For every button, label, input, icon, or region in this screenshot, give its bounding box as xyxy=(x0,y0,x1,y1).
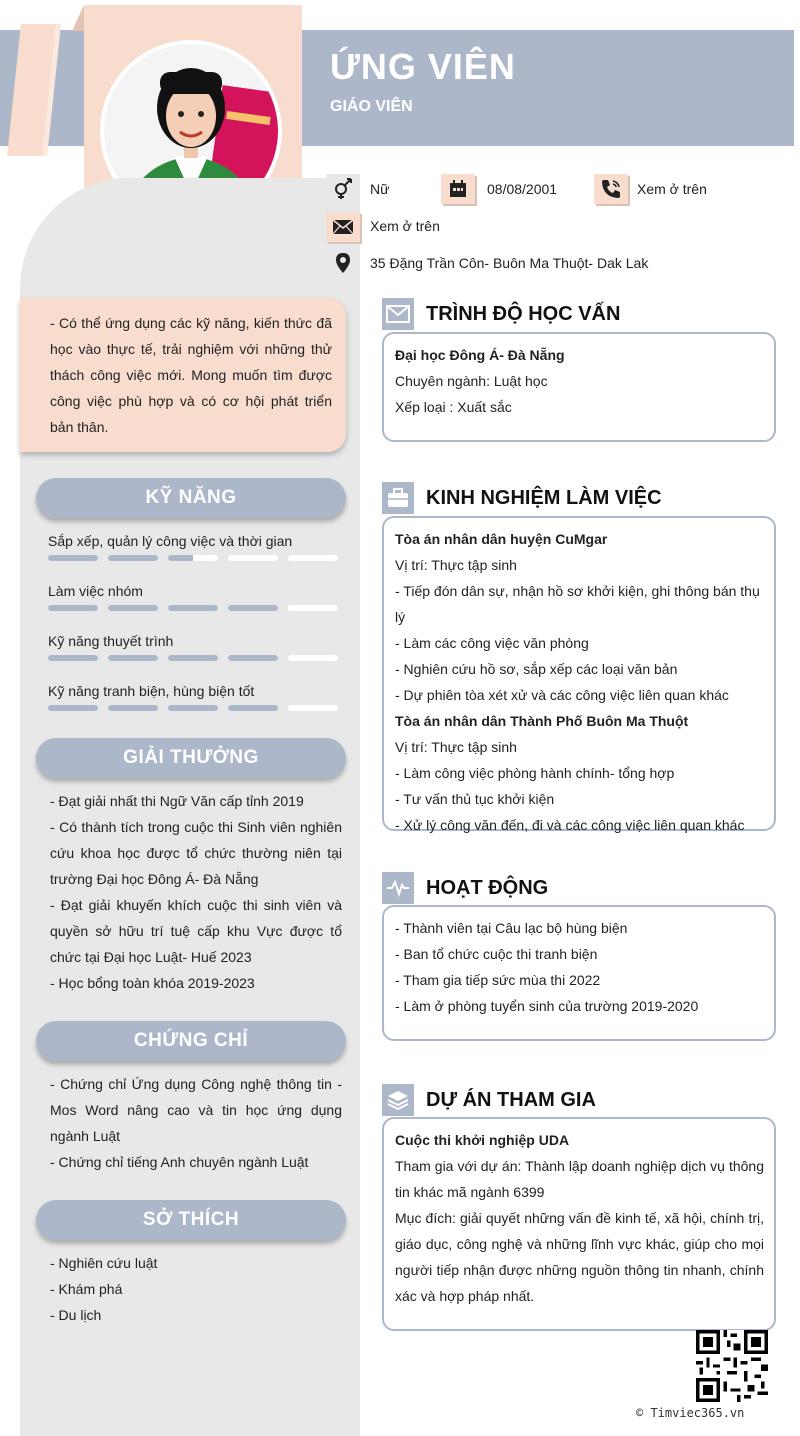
major: Chuyên ngành: Luật học xyxy=(395,373,548,389)
list-item: - Đạt giải nhất thi Ngữ Văn cấp tỉnh 2019 xyxy=(50,793,304,809)
skill-bar-segment xyxy=(48,555,98,561)
awards-list xyxy=(50,788,342,996)
job-task: - Làm công việc phòng hành chính- tổng hợp xyxy=(395,765,675,781)
skill-bar-segment xyxy=(48,655,98,661)
skill-bar-segment xyxy=(108,555,158,561)
list-item: - Làm ở phòng tuyển sinh của trường 2019-2020 xyxy=(395,998,699,1014)
email-icon xyxy=(326,212,360,242)
list-item: - Nghiên cứu luật xyxy=(50,1255,158,1271)
skill-level-bar xyxy=(48,555,338,561)
skill-bar-segment xyxy=(228,605,278,611)
skill-name: Làm việc nhóm xyxy=(48,583,143,599)
skill-bar-segment xyxy=(288,655,338,661)
activities-box xyxy=(382,905,776,1041)
list-item: - Khám phá xyxy=(50,1281,123,1297)
school-name: Đại học Đông Á- Đà Nẵng xyxy=(395,347,565,363)
skill-bar-segment xyxy=(288,705,338,711)
education-box xyxy=(382,332,776,442)
list-item: - Ban tổ chức cuộc thi tranh biện xyxy=(395,946,598,962)
skill-name: Sắp xếp, quản lý công việc và thời gian xyxy=(48,533,293,549)
gender-value: Nữ xyxy=(370,181,390,197)
briefcase-icon xyxy=(382,482,414,514)
skill-bar-segment xyxy=(168,705,218,711)
skill-level-bar xyxy=(48,655,338,661)
hobbies-list xyxy=(50,1250,342,1328)
phone-value: Xem ở trên xyxy=(637,181,707,197)
activity-pulse-icon xyxy=(382,872,414,904)
phone-icon xyxy=(594,174,628,204)
certificates-list xyxy=(50,1071,342,1175)
skill-name: Kỹ năng thuyết trình xyxy=(48,633,174,649)
job-task: - Nghiên cứu hồ sơ, sắp xếp các loại văn bản xyxy=(395,661,678,677)
skill-bar-segment xyxy=(168,655,218,661)
list-item: - Thành viên tại Câu lạc bộ hùng biện xyxy=(395,920,628,936)
list-item: - Chứng chỉ Ứng dụng Công nghệ thông tin - Mos Word nâng cao và tin học ứng dụng ngành Luật xyxy=(50,1076,342,1144)
awards-heading: GIẢI THƯỞNG xyxy=(36,738,346,778)
skill-bar-segment xyxy=(168,605,218,611)
job-task: - Tư vấn thủ tục khởi kiện xyxy=(395,791,555,807)
job-role: Vị trí: Thực tập sinh xyxy=(395,557,517,573)
skill-bar-segment xyxy=(228,705,278,711)
projects-box xyxy=(382,1117,776,1331)
project-name: Cuộc thi khởi nghiệp UDA xyxy=(395,1132,570,1148)
list-item: - Tham gia tiếp sức mùa thi 2022 xyxy=(395,972,601,988)
job-task: - Xử lý công văn đến, đi và các công việc liên quan khác xyxy=(395,817,745,833)
experience-box xyxy=(382,516,776,831)
skill-bar-segment xyxy=(48,605,98,611)
skill-name: Kỹ năng tranh biện, hùng biện tốt xyxy=(48,683,255,699)
list-item: - Du lịch xyxy=(50,1307,102,1323)
email-value: Xem ở trên xyxy=(370,218,440,234)
project-participation: Tham gia với dự án: Thành lập doanh nghiệp dịch vụ thông tin khác mã ngành 6399 xyxy=(395,1158,764,1200)
skill-level-bar xyxy=(48,705,338,711)
skill-bar-segment xyxy=(168,555,218,561)
certificates-heading: CHỨNG CHỈ xyxy=(36,1021,346,1061)
skills-heading: KỸ NĂNG xyxy=(36,478,346,518)
copyright-text: © Timviec365.vn xyxy=(636,1406,745,1420)
address-value: 35 Đặng Trần Côn- Buôn Ma Thuột- Dak Lak xyxy=(370,255,649,271)
job-task: - Tiếp đón dân sự, nhận hồ sơ khởi kiện, ghi thông bán thụ lý xyxy=(395,583,760,625)
candidate-position: GIÁO VIÊN xyxy=(330,98,413,115)
list-item: - Chứng chỉ tiếng Anh chuyên ngành Luật xyxy=(50,1154,309,1170)
skill-bar-segment xyxy=(48,705,98,711)
skill-bar-segment xyxy=(288,605,338,611)
skill-level-bar xyxy=(48,605,338,611)
envelope-icon xyxy=(382,298,414,330)
company-name: Tòa án nhân dân huyện CuMgar xyxy=(395,531,608,547)
location-icon xyxy=(326,248,360,278)
job-task: - Dự phiên tòa xét xử và các công việc liên quan khác xyxy=(395,687,729,703)
projects-heading: DỰ ÁN THAM GIA xyxy=(426,1089,596,1111)
experience-heading: KINH NGHIỆM LÀM VIỆC xyxy=(426,487,662,509)
qr-code xyxy=(696,1330,768,1402)
project-purpose: Mục đích: giải quyết những vấn đề kinh tế, xã hội, chính trị, giáo dục, công nghệ và những lĩnh vực khác, giúp cho mọi người tiếp nhận được những nguồn thông tin nhanh, chính xác và hợp pháp nhất. xyxy=(395,1210,764,1304)
calendar-icon xyxy=(441,174,475,204)
list-item: - Học bổng toàn khóa 2019-2023 xyxy=(50,975,255,991)
job-task: - Làm các công việc văn phòng xyxy=(395,635,589,651)
education-heading: TRÌNH ĐỘ HỌC VẤN xyxy=(426,303,621,325)
job-role: Vị trí: Thực tập sinh xyxy=(395,739,517,755)
skill-bar-segment xyxy=(108,705,158,711)
list-item: - Có thành tích trong cuộc thi Sinh viên nghiên cứu khoa học được tổ chức thường niên tại trường Đại học Đông Á- Đà Nẵng xyxy=(50,819,342,887)
skill-bar-segment xyxy=(228,655,278,661)
skill-bar-segment xyxy=(288,555,338,561)
gender-icon xyxy=(326,174,360,204)
company-name: Tòa án nhân dân Thành Phố Buôn Ma Thuột xyxy=(395,713,689,729)
rank: Xếp loại : Xuất sắc xyxy=(395,399,512,415)
career-objective: - Có thể ứng dụng các kỹ năng, kiến thức đã học vào thực tế, trải nghiệm với những thử thách công việc mới. Mong muốn tìm được công việc phù hợp và có cơ hội phát triển bản thân. xyxy=(20,298,346,452)
activities-heading: HOẠT ĐỘNG xyxy=(426,877,549,899)
skill-bar-segment xyxy=(108,655,158,661)
birthday-value: 08/08/2001 xyxy=(487,181,558,197)
skill-bar-segment xyxy=(228,555,278,561)
hobbies-heading: SỞ THÍCH xyxy=(36,1200,346,1240)
layers-icon xyxy=(382,1084,414,1116)
list-item: - Đạt giải khuyến khích cuộc thi sinh viên và quyền sở hữu trí tuệ cấp khu Vực được tổ chức tại Đại học Luật- Huế 2023 xyxy=(50,897,342,965)
skill-bar-segment xyxy=(108,605,158,611)
candidate-name: ỨNG VIÊN xyxy=(330,46,516,87)
